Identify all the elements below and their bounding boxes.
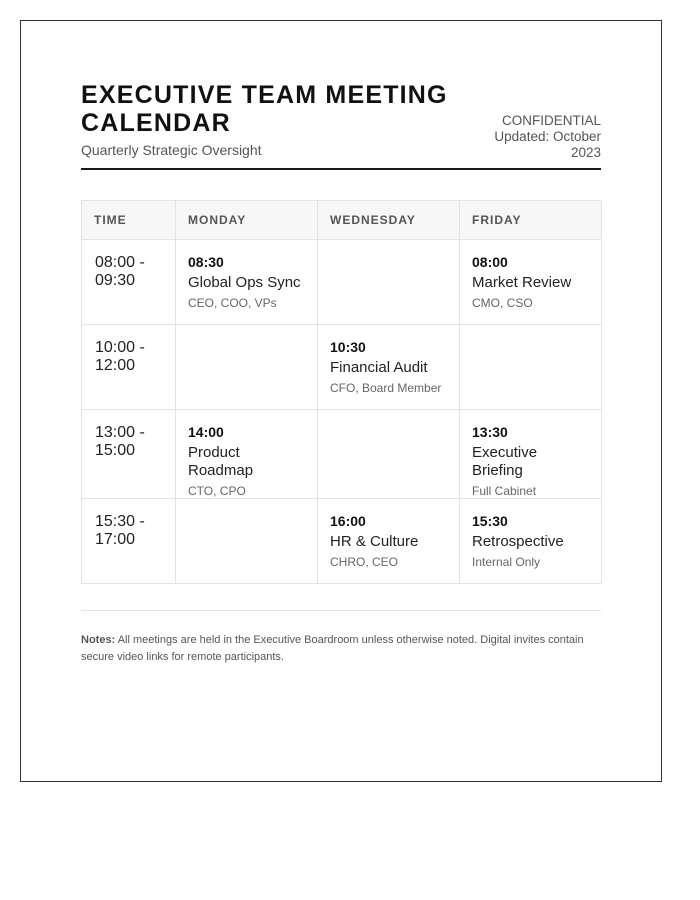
meeting-time: 13:30 [472,424,508,440]
table-row [82,240,602,325]
column-header-wednesday: WEDNESDAY [318,201,460,240]
meeting-title: Retrospective [472,533,564,550]
confidential-label: CONFIDENTIAL [501,113,601,128]
meeting-time: 14:00 [188,424,224,440]
notes-text: All meetings are held in the Executive Boardroom unless otherwise noted. Digital invites contain secure video links for remote participants. [81,634,584,663]
column-header-time: TIME [82,201,176,240]
page-title: EXECUTIVE TEAM MEETING CALENDAR [81,81,448,137]
empty-cell-wednesday [318,410,460,499]
meeting-attendees: Internal Only [472,555,541,569]
column-header-monday: MONDAY [176,201,318,240]
empty-cell-monday [176,325,318,410]
table-header-row [82,201,602,240]
divider [81,610,601,611]
schedule-body [82,240,602,584]
meeting-schedule-table [81,200,602,584]
time-slot: 15:30 - 17:00 [82,499,176,584]
meeting-time: 08:30 [188,254,224,270]
meeting-time: 10:30 [330,339,366,355]
meeting-attendees: CFO, Board Member [330,381,442,395]
empty-cell-wednesday [318,240,460,325]
meeting-title: Market Review [472,274,572,291]
meeting-cell-friday [460,240,602,325]
meeting-time: 08:00 [472,254,508,270]
meeting-cell-wednesday [318,499,460,584]
empty-cell-friday [460,325,602,410]
notes-label: Notes: [81,634,116,646]
table-row [82,325,602,410]
meeting-attendees: CHRO, CEO [330,555,399,569]
meeting-attendees: CTO, CPO [188,484,246,498]
meeting-title: HR & Culture [330,533,419,550]
column-header-friday: FRIDAY [460,201,602,240]
time-slot: 13:00 - 15:00 [82,410,176,499]
time-slot: 10:00 - 12:00 [82,325,176,410]
meeting-cell-friday [460,410,602,499]
meeting-attendees: Full Cabinet [472,484,537,498]
meeting-cell-friday [460,499,602,584]
empty-cell-monday [176,499,318,584]
meeting-title: Global Ops Sync [188,274,301,291]
time-slot: 08:00 - 09:30 [82,240,176,325]
meeting-title: Financial Audit [330,359,428,376]
notes-section [81,632,601,666]
meeting-attendees: CEO, COO, VPs [188,296,277,310]
meeting-cell-monday [176,410,318,499]
page-subtitle: Quarterly Strategic Oversight [81,142,262,158]
table-row [82,499,602,584]
meeting-cell-monday [176,240,318,325]
meeting-title: Product Roadmap [188,444,254,479]
meeting-time: 15:30 [472,513,508,529]
updated-date: Updated: October 2023 [494,129,601,160]
meeting-time: 16:00 [330,513,366,529]
meeting-title: Executive Briefing [472,444,538,479]
document-page [20,20,662,782]
table-row [82,410,602,499]
meeting-cell-wednesday [318,325,460,410]
document-header [81,81,601,170]
meeting-attendees: CMO, CSO [472,296,533,310]
document-meta [471,113,601,161]
